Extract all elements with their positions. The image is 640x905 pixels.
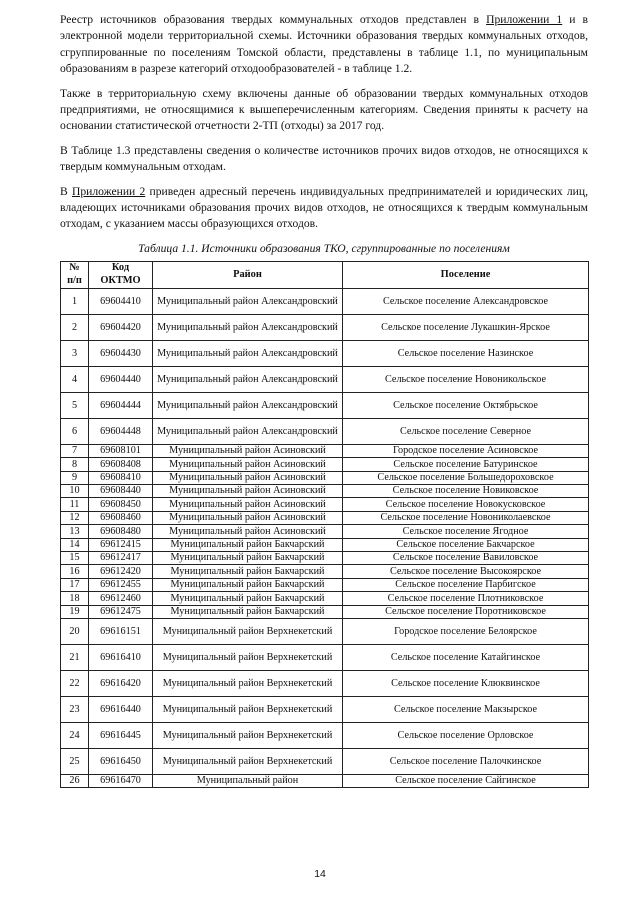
cell-district: Муниципальный район Бакчарский xyxy=(153,565,343,578)
header-oktmo-line2: ОКТМО xyxy=(100,274,141,286)
cell-settlement: Городское поселение Асиновское xyxy=(343,444,589,457)
cell-settlement: Сельское поселение Новоникольское xyxy=(343,366,589,392)
cell-settlement: Сельское поселение Александровское xyxy=(343,288,589,314)
cell-oktmo: 69612475 xyxy=(89,605,153,618)
cell-settlement: Сельское поселение Новокусковское xyxy=(343,498,589,511)
header-number-line1: № xyxy=(69,262,80,274)
cell-settlement: Сельское поселение Новониколаевское xyxy=(343,511,589,524)
cell-district: Муниципальный район Верхнекетский xyxy=(153,696,343,722)
cell-number: 22 xyxy=(61,670,89,696)
cell-number: 15 xyxy=(61,552,89,565)
cell-settlement: Сельское поселение Лукашкин-Ярское xyxy=(343,314,589,340)
page-number: 14 xyxy=(314,869,326,880)
cell-district: Муниципальный район Верхнекетский xyxy=(153,670,343,696)
cell-number: 13 xyxy=(61,525,89,538)
cell-number: 14 xyxy=(61,538,89,551)
table-row xyxy=(61,418,589,444)
cell-oktmo: 69608480 xyxy=(89,525,153,538)
sources-table xyxy=(60,261,589,788)
cell-district: Муниципальный район Верхнекетский xyxy=(153,748,343,774)
cell-district: Муниципальный район Александровский xyxy=(153,392,343,418)
cell-oktmo: 69604444 xyxy=(89,392,153,418)
paragraph-3: В Таблице 1.3 представлены сведения о количестве источников прочих видов отходов, не относящихся к твердым коммунальным отходам. xyxy=(60,143,588,174)
cell-district: Муниципальный район Асиновский xyxy=(153,485,343,498)
table-row xyxy=(61,471,589,484)
cell-number: 8 xyxy=(61,458,89,471)
cell-settlement: Сельское поселение Парбигское xyxy=(343,578,589,591)
table-row xyxy=(61,444,589,457)
cell-number: 7 xyxy=(61,444,89,457)
cell-settlement: Сельское поселение Вавиловское xyxy=(343,552,589,565)
cell-district: Муниципальный район Бакчарский xyxy=(153,592,343,605)
cell-district: Муниципальный район Бакчарский xyxy=(153,552,343,565)
table-row xyxy=(61,578,589,591)
table-row xyxy=(61,288,589,314)
cell-district: Муниципальный район Верхнекетский xyxy=(153,618,343,644)
paragraph-4-text-a: В xyxy=(60,184,72,198)
table-header-row xyxy=(61,261,589,288)
document-page xyxy=(60,12,588,788)
table-row xyxy=(61,366,589,392)
cell-number: 11 xyxy=(61,498,89,511)
appendix-2-link[interactable]: Приложении 2 xyxy=(71,184,146,198)
table-row xyxy=(61,618,589,644)
table-row xyxy=(61,340,589,366)
cell-settlement: Сельское поселение Батуринское xyxy=(343,458,589,471)
cell-district: Муниципальный район Асиновский xyxy=(153,444,343,457)
cell-district: Муниципальный район Асиновский xyxy=(153,511,343,524)
cell-oktmo: 69608101 xyxy=(89,444,153,457)
appendix-1-link[interactable]: Приложении 1 xyxy=(486,13,563,26)
cell-settlement: Сельское поселение Северное xyxy=(343,418,589,444)
cell-oktmo: 69616410 xyxy=(89,644,153,670)
cell-number: 20 xyxy=(61,618,89,644)
cell-settlement: Сельское поселение Орловское xyxy=(343,722,589,748)
cell-oktmo: 69608440 xyxy=(89,485,153,498)
cell-settlement: Сельское поселение Сайгинское xyxy=(343,774,589,787)
cell-number: 16 xyxy=(61,565,89,578)
cell-settlement: Сельское поселение Клюквинское xyxy=(343,670,589,696)
paragraph-4-text-b: приведен адресный перечень индивидуальных предпринимателей и юридических лиц, владеющих источниками образования прочих видов отходов, не относящихся к твердым коммунальным отходам, с указанием массы образующихся отходов. xyxy=(60,184,588,231)
cell-district: Муниципальный район Бакчарский xyxy=(153,578,343,591)
cell-number: 4 xyxy=(61,366,89,392)
header-settlement: Поселение xyxy=(343,261,589,288)
header-oktmo xyxy=(89,261,153,288)
table-body xyxy=(61,288,589,787)
cell-oktmo: 69608450 xyxy=(89,498,153,511)
paragraph-1-text-b: и в электронной модели территориальной схемы. Источники образования твердых коммунальных отходов, сгруппированные по поселениям Томской области, представлены в таблице 1.1, по муниципальным образованиям в разрезе категорий отходообразователей - в таблице 1.2. xyxy=(60,13,588,76)
cell-district: Муниципальный район Верхнекетский xyxy=(153,722,343,748)
table-row xyxy=(61,670,589,696)
paragraph-1 xyxy=(60,12,588,78)
cell-number: 21 xyxy=(61,644,89,670)
cell-district: Муниципальный район Асиновский xyxy=(153,525,343,538)
cell-settlement: Сельское поселение Поротниковское xyxy=(343,605,589,618)
cell-oktmo: 69608410 xyxy=(89,471,153,484)
table-row xyxy=(61,511,589,524)
cell-number: 26 xyxy=(61,774,89,787)
table-row xyxy=(61,644,589,670)
cell-settlement: Сельское поселение Макзырское xyxy=(343,696,589,722)
table-row xyxy=(61,525,589,538)
cell-district: Муниципальный район Асиновский xyxy=(153,471,343,484)
cell-district: Муниципальный район Александровский xyxy=(153,288,343,314)
cell-number: 19 xyxy=(61,605,89,618)
cell-oktmo: 69608460 xyxy=(89,511,153,524)
cell-oktmo: 69612455 xyxy=(89,578,153,591)
cell-settlement: Сельское поселение Катайгинское xyxy=(343,644,589,670)
cell-district: Муниципальный район Бакчарский xyxy=(153,538,343,551)
cell-oktmo: 69612460 xyxy=(89,592,153,605)
cell-settlement: Сельское поселение Назинское xyxy=(343,340,589,366)
cell-settlement: Сельское поселение Плотниковское xyxy=(343,592,589,605)
cell-district: Муниципальный район Асиновский xyxy=(153,498,343,511)
cell-number: 23 xyxy=(61,696,89,722)
cell-oktmo: 69612420 xyxy=(89,565,153,578)
cell-number: 24 xyxy=(61,722,89,748)
cell-settlement: Сельское поселение Бакчарское xyxy=(343,538,589,551)
cell-district: Муниципальный район Асиновский xyxy=(153,458,343,471)
cell-number: 1 xyxy=(61,288,89,314)
header-number xyxy=(61,261,89,288)
table-row xyxy=(61,485,589,498)
cell-settlement: Сельское поселение Высокоярское xyxy=(343,565,589,578)
cell-district: Муниципальный район Александровский xyxy=(153,314,343,340)
cell-oktmo: 69616420 xyxy=(89,670,153,696)
table-row xyxy=(61,696,589,722)
cell-settlement: Городское поселение Белоярское xyxy=(343,618,589,644)
cell-number: 2 xyxy=(61,314,89,340)
cell-oktmo: 69616151 xyxy=(89,618,153,644)
cell-oktmo: 69616470 xyxy=(89,774,153,787)
cell-oktmo: 69604410 xyxy=(89,288,153,314)
table-row xyxy=(61,565,589,578)
paragraph-2: Также в территориальную схему включены данные об образовании твердых коммунальных отходов предприятиями, не относящимися к вышеперечисленным категориям. Сведения приняты к расчету на основании статистической отчетности 2-ТП (отходы) за 2017 год. xyxy=(60,86,588,133)
cell-settlement: Сельское поселение Палочкинское xyxy=(343,748,589,774)
cell-district: Муниципальный район Александровский xyxy=(153,366,343,392)
paragraph-4 xyxy=(60,184,588,233)
cell-number: 6 xyxy=(61,418,89,444)
header-district: Район xyxy=(153,261,343,288)
cell-oktmo: 69604420 xyxy=(89,314,153,340)
table-row xyxy=(61,498,589,511)
table-row xyxy=(61,774,589,787)
table-caption: Таблица 1.1. Источники образования ТКО, сгруппированные по поселениям xyxy=(138,241,510,255)
cell-district: Муниципальный район Бакчарский xyxy=(153,605,343,618)
cell-settlement: Сельское поселение Октябрьское xyxy=(343,392,589,418)
table-row xyxy=(61,552,589,565)
table-row xyxy=(61,538,589,551)
cell-number: 25 xyxy=(61,748,89,774)
header-oktmo-line1: Код xyxy=(111,262,130,274)
cell-district: Муниципальный район Александровский xyxy=(153,418,343,444)
table-row xyxy=(61,314,589,340)
cell-number: 5 xyxy=(61,392,89,418)
table-row xyxy=(61,605,589,618)
cell-oktmo: 69616440 xyxy=(89,696,153,722)
cell-district: Муниципальный район Верхнекетский xyxy=(153,644,343,670)
cell-oktmo: 69604430 xyxy=(89,340,153,366)
header-number-line2: п/п xyxy=(67,274,82,286)
cell-oktmo: 69604440 xyxy=(89,366,153,392)
cell-number: 9 xyxy=(61,471,89,484)
cell-settlement: Сельское поселение Новиковское xyxy=(343,485,589,498)
table-row xyxy=(61,722,589,748)
cell-settlement: Сельское поселение Большедороховское xyxy=(343,471,589,484)
cell-number: 3 xyxy=(61,340,89,366)
cell-number: 17 xyxy=(61,578,89,591)
cell-district: Муниципальный район Александровский xyxy=(153,340,343,366)
cell-number: 10 xyxy=(61,485,89,498)
cell-district: Муниципальный район xyxy=(153,774,343,787)
cell-settlement: Сельское поселение Ягодное xyxy=(343,525,589,538)
table-row xyxy=(61,392,589,418)
cell-oktmo: 69612415 xyxy=(89,538,153,551)
cell-number: 18 xyxy=(61,592,89,605)
paragraph-1-text-a: Реестр источников образования твердых коммунальных отходов представлен в xyxy=(60,13,487,26)
table-row xyxy=(61,458,589,471)
cell-oktmo: 69604448 xyxy=(89,418,153,444)
cell-oktmo: 69612417 xyxy=(89,552,153,565)
table-row xyxy=(61,748,589,774)
cell-oktmo: 69616445 xyxy=(89,722,153,748)
cell-oktmo: 69616450 xyxy=(89,748,153,774)
cell-number: 12 xyxy=(61,511,89,524)
cell-oktmo: 69608408 xyxy=(89,458,153,471)
table-row xyxy=(61,592,589,605)
